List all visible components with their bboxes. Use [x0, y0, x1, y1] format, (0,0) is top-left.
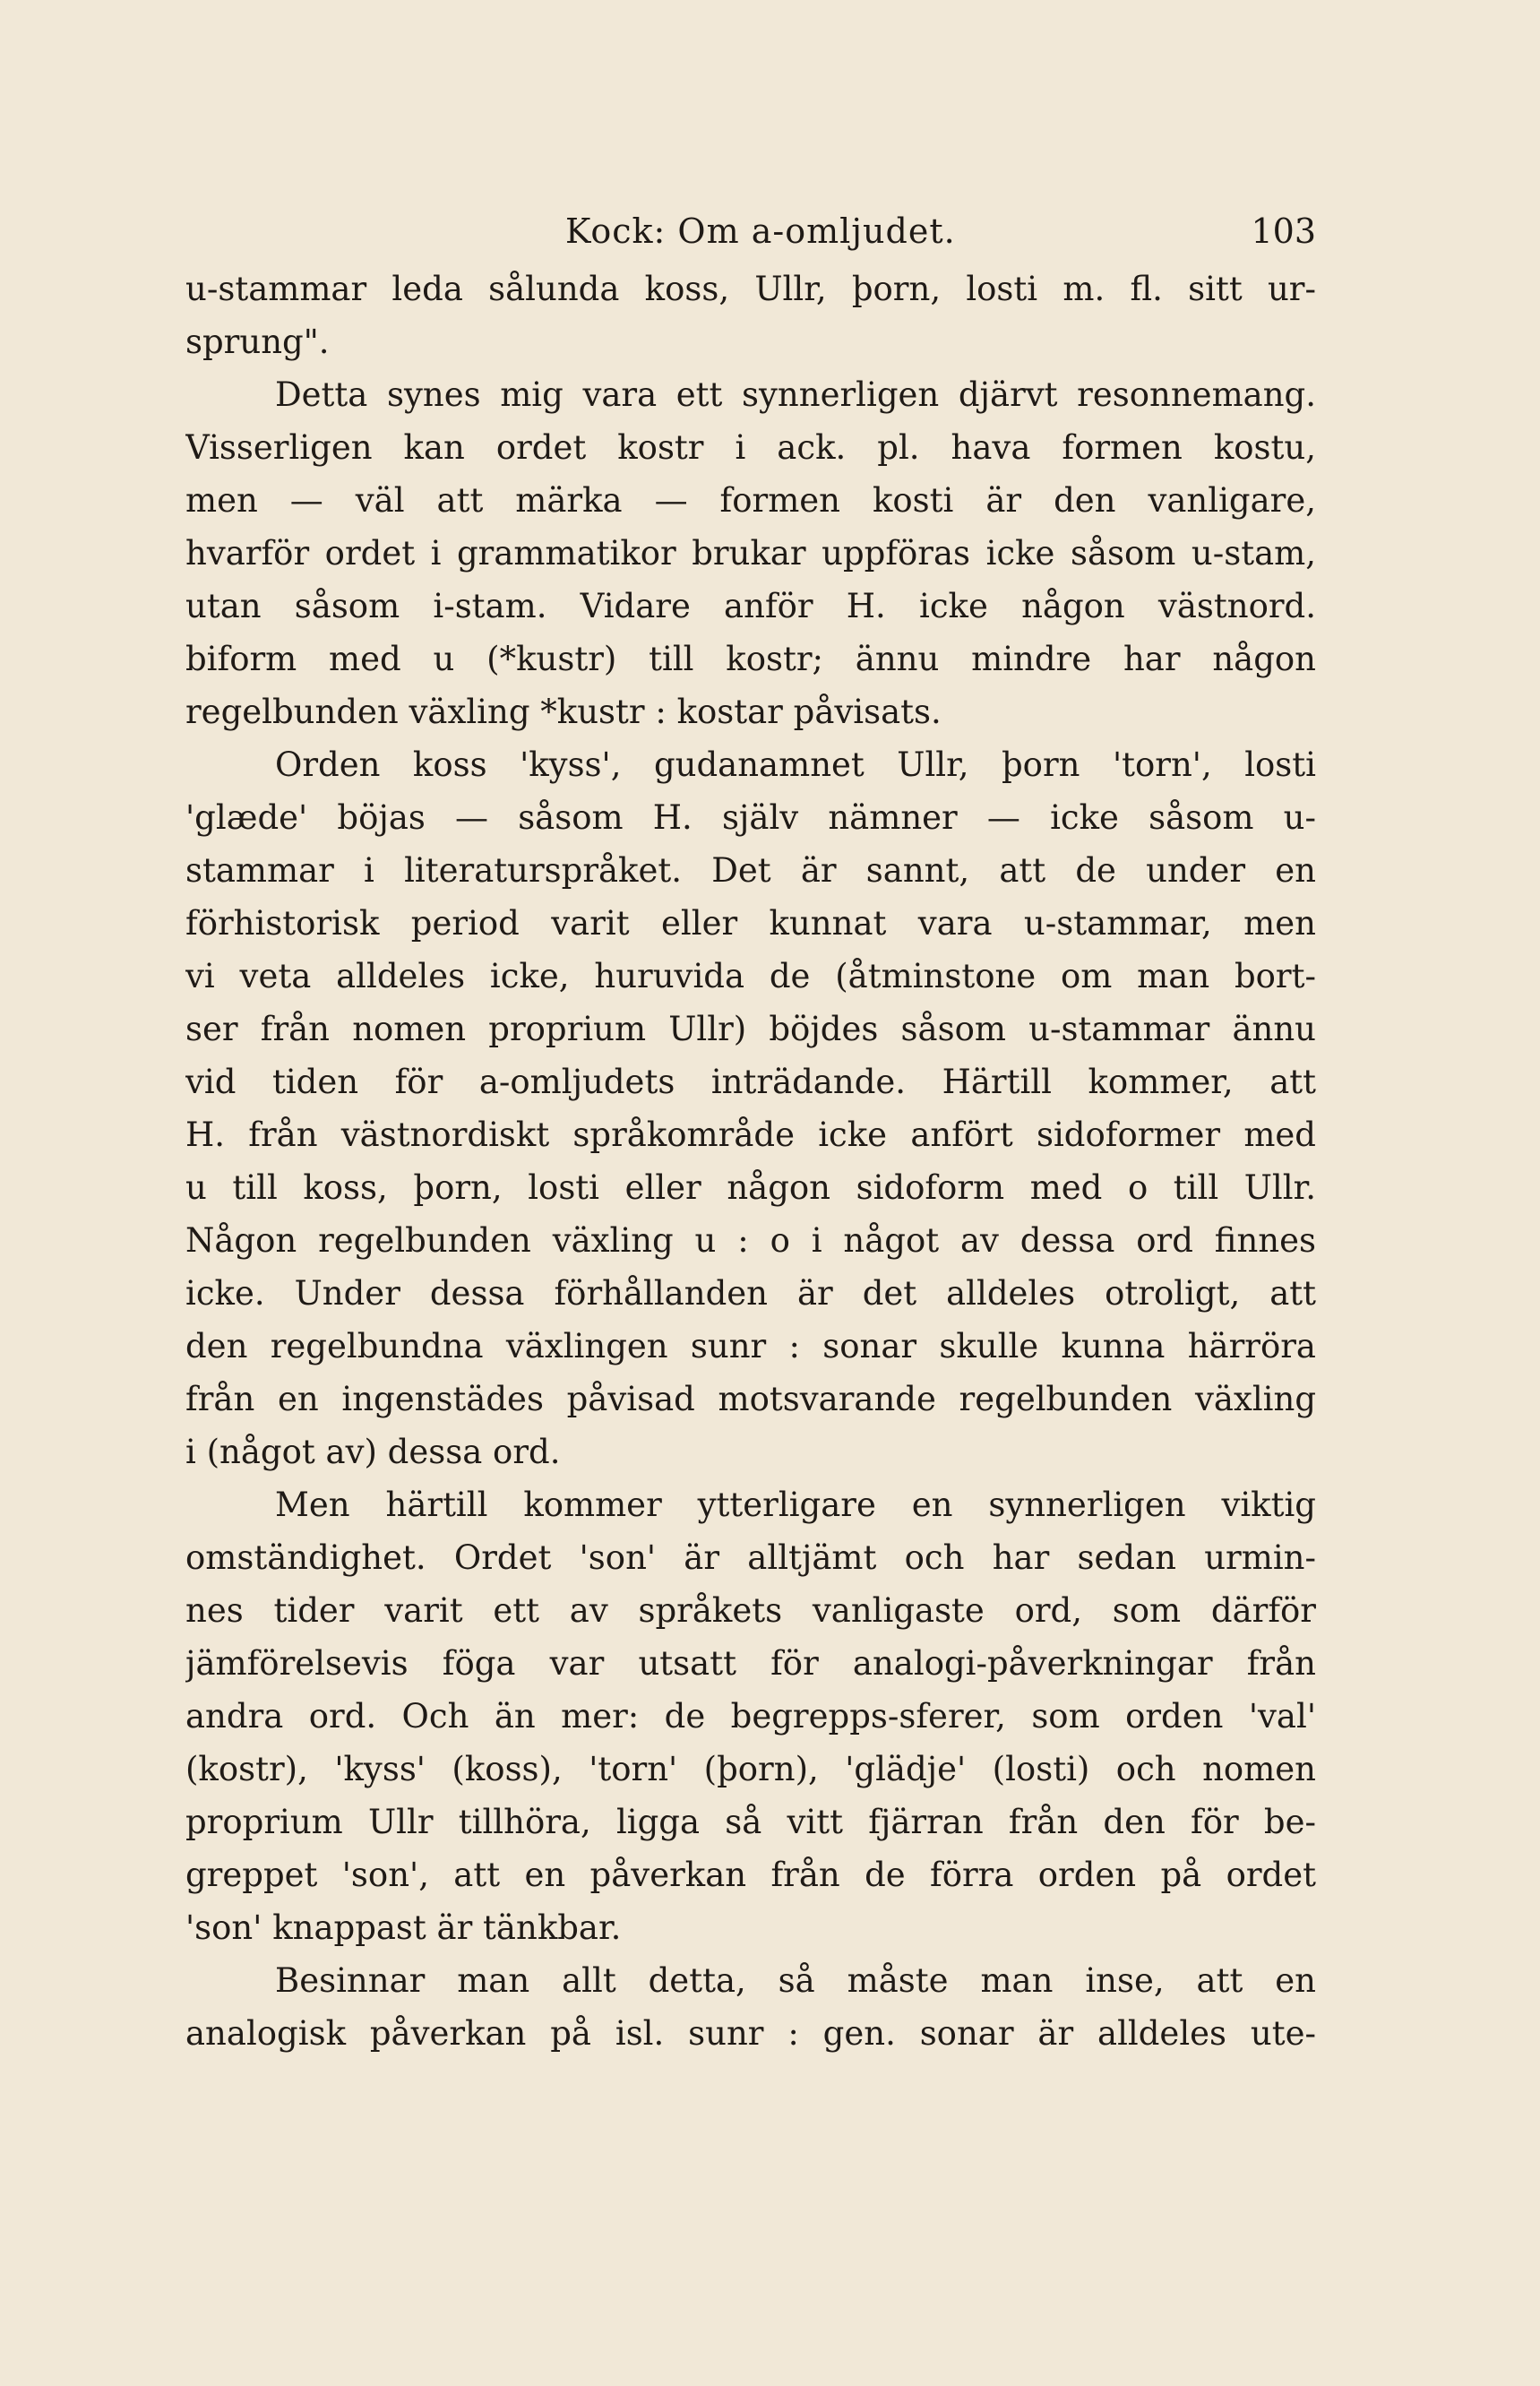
text-line: omständighet. Ordet 'son' är alltjämt och har sedan urmin-	[185, 1538, 1316, 1577]
page-number: 103	[1251, 211, 1316, 251]
text-line: Någon regelbunden växling u : o i något av dessa ord finnes	[185, 1221, 1316, 1260]
page-header	[185, 204, 1316, 258]
text-line: 'son' knappast är tänkbar.	[185, 1908, 622, 1947]
text-line: den regelbundna växlingen sunr : sonar skulle kunna härröra	[185, 1327, 1316, 1365]
body-text	[185, 263, 1316, 2060]
text-line: andra ord. Och än mer: de begrepps-sferer, som orden 'val'	[185, 1697, 1316, 1736]
text-line: men — väl att märka — formen kosti är den vanligare,	[185, 481, 1316, 520]
text-line: proprium Ullr tillhöra, ligga så vitt fjärran från den för be-	[185, 1803, 1316, 1841]
text-line: från en ingenstädes påvisad motsvarande regelbunden växling	[185, 1380, 1316, 1418]
text-line: (kostr), 'kyss' (koss), 'torn' (þorn), 'glädje' (losti) och nomen	[185, 1750, 1316, 1788]
text-line: Detta synes mig vara ett synnerligen djärvt resonnemang.	[275, 375, 1316, 414]
text-line: stammar i literaturspråket. Det är sannt, att de under en	[185, 851, 1316, 890]
running-title: Kock: Om a-omljudet.	[565, 211, 956, 251]
text-line: biform med u (*kustr) till kostr; ännu mindre har någon	[185, 640, 1316, 678]
text-line: u-stammar leda sålunda koss, Ullr, þorn, losti m. fl. sitt ur-	[185, 270, 1316, 308]
text-line: nes tider varit ett av språkets vanligaste ord, som därför	[185, 1591, 1316, 1630]
text-line: u till koss, þorn, losti eller någon sidoform med o till Ullr.	[185, 1168, 1316, 1207]
text-line: i (något av) dessa ord.	[185, 1433, 561, 1471]
text-line: 'glæde' böjas — såsom H. själv nämner — icke såsom u-	[185, 798, 1316, 837]
text-line: vid tiden för a-omljudets inträdande. Härtill kommer, att	[185, 1063, 1316, 1101]
text-line: sprung".	[185, 323, 330, 361]
text-line: hvarför ordet i grammatikor brukar uppföras icke såsom u-stam,	[185, 534, 1316, 573]
text-line: ser från nomen proprium Ullr) böjdes såsom u-stammar ännu	[185, 1010, 1316, 1048]
text-line: vi veta alldeles icke, huruvida de (åtminstone om man bort-	[185, 957, 1316, 995]
text-line: regelbunden växling *kustr : kostar påvisats.	[185, 693, 942, 731]
text-line: utan såsom i-stam. Vidare anför H. icke någon västnord.	[185, 587, 1316, 625]
text-line: jämförelsevis föga var utsatt för analogi-påverkningar från	[185, 1644, 1316, 1683]
text-line: Orden koss 'kyss', gudanamnet Ullr, þorn 'torn', losti	[275, 745, 1316, 784]
text-line: greppet 'son', att en påverkan från de förra orden på ordet	[185, 1856, 1316, 1894]
text-line: analogisk påverkan på isl. sunr : gen. sonar är alldeles ute-	[185, 2014, 1316, 2053]
text-line: Visserligen kan ordet kostr i ack. pl. hava formen kostu,	[185, 428, 1316, 467]
text-line: förhistorisk period varit eller kunnat vara u-stammar, men	[185, 904, 1316, 943]
text-line: icke. Under dessa förhållanden är det alldeles otroligt, att	[185, 1274, 1316, 1313]
text-line: Men härtill kommer ytterligare en synnerligen viktig	[275, 1486, 1316, 1524]
text-line: H. från västnordiskt språkområde icke anfört sidoformer med	[185, 1115, 1316, 1154]
text-line: Besinnar man allt detta, så måste man inse, att en	[275, 1961, 1316, 2000]
